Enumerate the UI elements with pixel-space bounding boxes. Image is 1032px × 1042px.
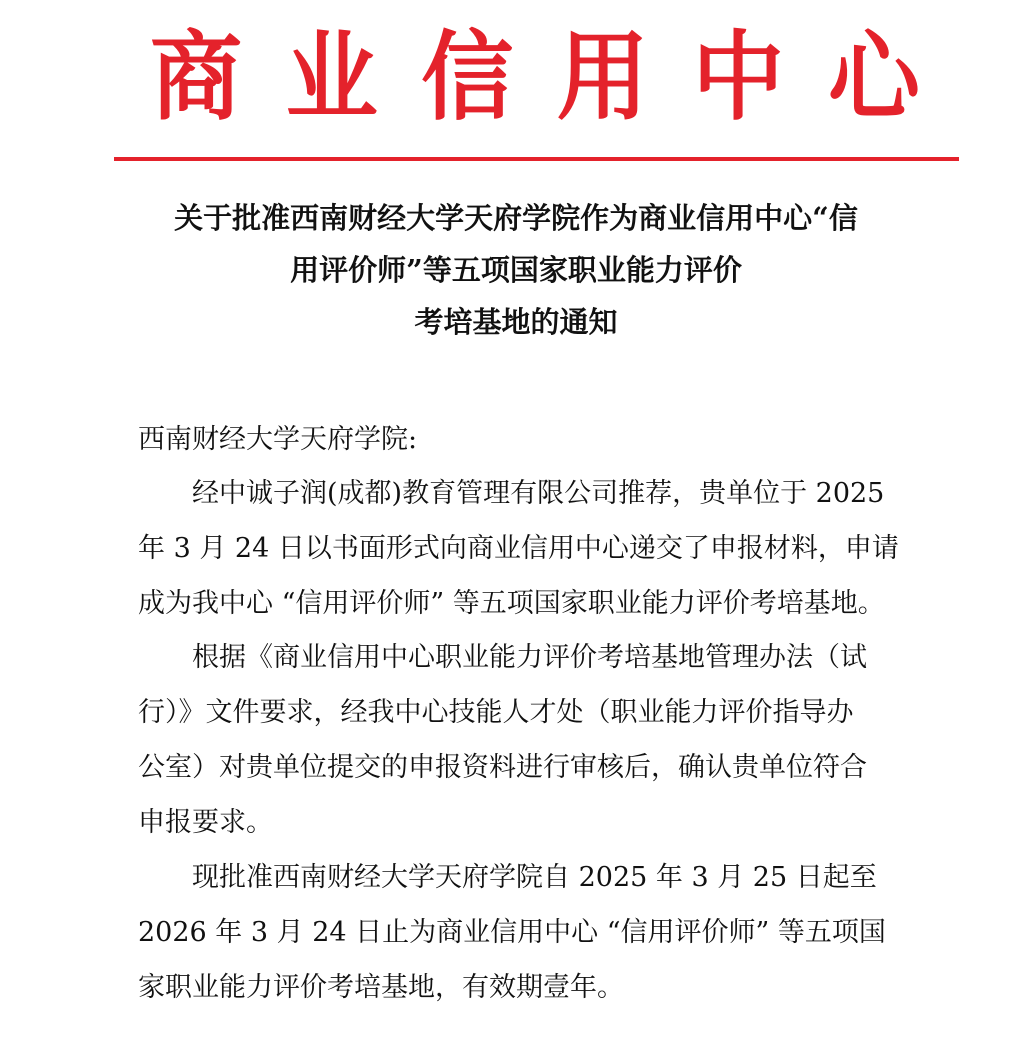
paragraph-line: 家职业能力评价考培基地，有效期壹年。 — [138, 972, 624, 1003]
paragraph-line: 年 3 月 24 日以书面形式向商业信用中心递交了申报材料，申请 — [138, 533, 899, 564]
paragraph-line: 成为我中心 “信用评价师” 等五项国家职业能力评价考培基地。 — [138, 588, 885, 619]
title-line: 考培基地的通知 — [414, 305, 618, 339]
paragraph-review — [138, 630, 908, 850]
title-line: 用评价师”等五项国家职业能力评价 — [290, 253, 742, 287]
letterhead-divider — [114, 157, 959, 161]
paragraph-line: 现批准西南财经大学天府学院自 2025 年 3 月 25 日起至 — [192, 862, 877, 893]
paragraph-line: 申报要求。 — [138, 807, 273, 838]
letterhead-char: 中 — [692, 20, 785, 134]
paragraph-line: 经中诚子润(成都)教育管理有限公司推荐，贵单位于 2025 — [192, 478, 885, 509]
salutation: 西南财经大学天府学院: — [138, 424, 418, 455]
paragraph-line: 根据《商业信用中心职业能力评价考培基地管理办法（试 — [192, 642, 867, 673]
letterhead — [150, 22, 920, 132]
document-title — [120, 192, 912, 348]
letterhead-char: 用 — [556, 20, 649, 134]
letterhead-char: 心 — [827, 20, 920, 134]
letterhead-char: 商 — [150, 20, 243, 134]
paragraph-line: 行）》文件要求，经我中心技能人才处（职业能力评价指导办 — [138, 697, 854, 728]
letterhead-char: 业 — [285, 20, 378, 134]
letterhead-char: 信 — [421, 20, 514, 134]
paragraph-line: 2026 年 3 月 24 日止为商业信用中心 “信用评价师” 等五项国 — [138, 917, 886, 948]
title-line: 关于批准西南财经大学天府学院作为商业信用中心“信 — [174, 201, 858, 235]
paragraph-line: 公室）对贵单位提交的申报资料进行审核后，确认贵单位符合 — [138, 752, 867, 783]
paragraph-recommendation — [138, 466, 908, 631]
paragraph-approval — [138, 850, 908, 1015]
